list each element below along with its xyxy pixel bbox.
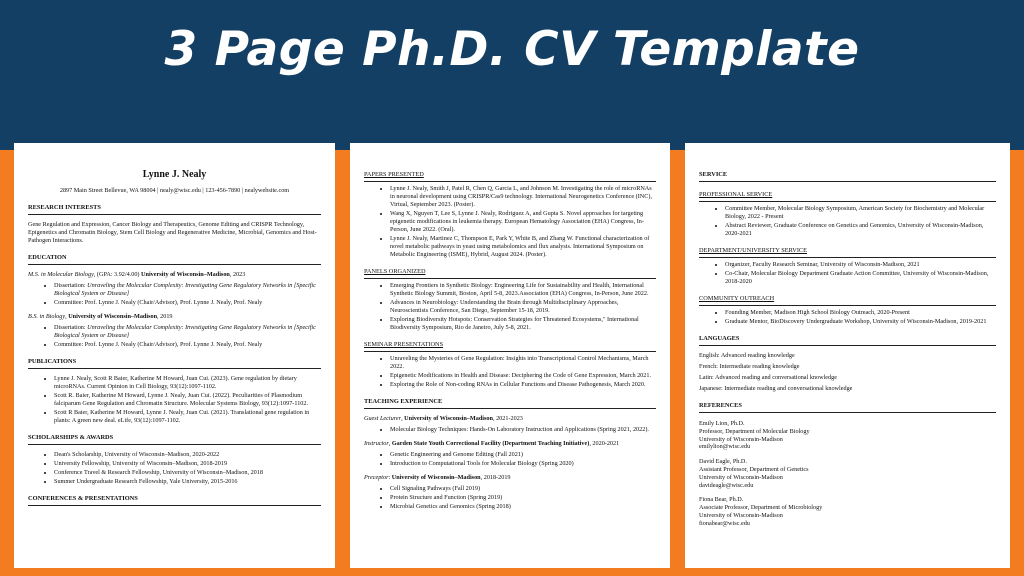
list-item: • Lynne J. Nealy, Martinez C, Thompson E, Park Y, White B, and Zhang W. Functional characterization of novel metabolic pathways in yeast using metabolomics and flux analysis. International Symposium on Metabolic Engineering (ISME), Hybrid, August 2024. (Poster). xyxy=(390,235,656,259)
teaching-courses xyxy=(364,451,656,468)
list-item: • Protein Structure and Function (Spring 2019) xyxy=(390,494,656,502)
community-outreach-list xyxy=(699,309,996,326)
conferences-heading: CONFERENCES & PRESENTATIONS xyxy=(28,495,321,506)
list-item: • Dean's Scholarship, University of Wisconsin–Madison, 2020-2022 xyxy=(54,451,321,459)
teaching-role-line: Instructor, Garden State Youth Correctional Facility (Department Teaching Initiative), 2020-2021 xyxy=(364,440,620,447)
list-item: • University Fellowship, University of Wisconsin–Madison, 2018-2019 xyxy=(54,460,321,468)
list-item: • Summer Undergraduate Research Fellowship, Yale University, 2015-2016 xyxy=(54,478,321,486)
publications-heading: PUBLICATIONS xyxy=(28,358,321,369)
list-item: • Abstract Reviewer, Graduate Conference on Genetics and Genomics, University of Wisconsin-Madison, 2020-2021 xyxy=(725,222,996,238)
teaching-role-line: Preceptor: University of Wisconsin–Madison, 2018-2019 xyxy=(364,474,511,481)
department-service-heading: DEPARTMENT/UNIVERSITY SERVICE xyxy=(699,247,996,258)
education-details xyxy=(28,324,321,349)
research-interests-text: Gene Regulation and Expression, Cancer Biology and Therapeutics, Genome Editing and CRISPR Technology, Epigenetics and Chromatin Biology, Stem Cell Biology and Regenerative Medicine, Microbial, Genomics and Host-Pathogen Interactions. xyxy=(28,221,317,244)
references-heading: REFERENCES xyxy=(699,402,996,413)
list-item: • Committee: Prof. Lynne J. Nealy (Chair/Advisor), Prof. Lynne J. Nealy, Prof. Nealy xyxy=(54,341,321,349)
list-item: • Epigenetic Modifications in Health and Disease: Deciphering the Code of Gene Expression, March 2021. xyxy=(390,372,656,380)
education-degree-line: B.S. in Biology, University of Wisconsin–Madison, 2019 xyxy=(28,313,173,320)
list-item: • Emerging Frontiers in Synthetic Biology: Engineering Life for Sustainability and Health, International Synthetic Biology Summit, Boston, April 5-8, 2023.Association (EHA) Congress, In-Person, June 2022. xyxy=(390,282,656,298)
reference-name: Emily Lion, Ph.D. xyxy=(699,420,745,427)
professional-service-heading: PROFESSIONAL SERVICE xyxy=(699,191,996,202)
papers-heading: PAPERS PRESENTED xyxy=(364,171,656,182)
teaching-heading: TEACHING EXPERIENCE xyxy=(364,398,656,409)
reference-entry xyxy=(699,420,996,451)
language-item: French: Intermediate reading knowledge xyxy=(699,363,800,370)
reference-org: University of Wisconsin-Madison xyxy=(699,435,783,443)
teaching-courses xyxy=(364,485,656,511)
teaching-entry xyxy=(364,440,656,468)
scholarships-list xyxy=(28,451,321,486)
languages-list xyxy=(699,352,996,393)
cv-page-3 xyxy=(685,143,1010,568)
language-item: Latin: Advanced reading and conversational knowledge xyxy=(699,374,837,381)
reference-org: University of Wisconsin-Madison xyxy=(699,473,783,481)
scholarships-heading: SCHOLARSHIPS & AWARDS xyxy=(28,434,321,445)
list-item: • Microbial Genetics and Genomics (Spring 2018) xyxy=(390,503,656,511)
education-entry xyxy=(28,271,321,307)
reference-org: University of Wisconsin-Madison xyxy=(699,511,783,519)
cv-page-1 xyxy=(14,143,335,568)
list-item: • Lynne J. Nealy, Scott R Baier, Katherine M Howard, Juan Cui. (2023). Gene regulation by dietary microRNAs. Current Opinion in Cell Biology, 93(12):1097-1102. xyxy=(54,375,321,391)
service-heading: SERVICE xyxy=(699,171,996,182)
language-item: Japanese: Intermediate reading and conversational knowledge xyxy=(699,385,853,392)
reference-name: Fiona Bear, Ph.D. xyxy=(699,496,744,504)
reference-title: Professor, Department of Molecular Biology xyxy=(699,427,810,435)
research-interests-heading: RESEARCH INTERESTS xyxy=(28,204,321,215)
list-item: • Committee: Prof. Lynne J. Nealy (Chair/Advisor), Prof. Lynne J. Nealy, Prof. Nealy xyxy=(54,299,321,307)
professional-service-list xyxy=(699,205,996,238)
list-item: • Organizer, Faculty Research Seminar, University of Wisconsin-Madison, 2021 xyxy=(725,261,996,269)
list-item: • Introduction to Computational Tools for Molecular Biology (Spring 2020) xyxy=(390,460,656,468)
list-item: • Lynne J. Nealy, Smith J, Patel R, Chen Q, Garcia L, and Johnson M. Investigating the role of microRNAs in neuronal development using CRISPR/Cas9 technology. International Neurogenetics Conference (INC), Virtual, September 2023. (Poster). xyxy=(390,185,656,209)
cv-contact: 2897 Main Street Bellevue, WA 98004 | nealy@wisc.edu | 123-456-7890 | nealywebsite.com xyxy=(59,187,290,194)
education-heading: EDUCATION xyxy=(28,254,321,265)
list-item: • Scott R. Baier, Katherine M Howard, Lynne J. Nealy, Juan Cui. (2022). Peculiarities of Plasmodium falciparum Gene Regulation and Chromatin Structure. Molecular Systems Biology, 93(12):1097-1102. xyxy=(54,392,321,408)
reference-email: davideagle@wisc.edu xyxy=(699,481,754,489)
list-item: • Genetic Engineering and Genome Editing (Fall 2021) xyxy=(390,451,656,459)
reference-email: fionabear@wisc.edu xyxy=(699,519,750,527)
department-service-list xyxy=(699,261,996,286)
reference-name: David Eagle, Ph.D. xyxy=(699,458,747,466)
reference-title: Assistant Professor, Department of Genetics xyxy=(699,465,809,473)
list-item: • Graduate Mentor, BioDiscovery Undergraduate Workshop, University of Wisconsin-Madison, 2019-2021 xyxy=(725,318,996,326)
reference-title: Associate Professor, Department of Microbiology xyxy=(699,504,823,512)
cv-page-2 xyxy=(350,143,670,568)
panels-heading: PANELS ORGANIZED xyxy=(364,268,656,279)
list-item: • Molecular Biology Techniques: Hands-On Laboratory Instruction and Applications (Spring 2021, 2022). xyxy=(390,426,656,434)
education-entry xyxy=(28,313,321,349)
seminars-heading: SEMINAR PRESENTATIONS xyxy=(364,341,656,352)
teaching-role-line: Guest Lecturer, University of Wisconsin–Madison, 2021-2023 xyxy=(364,415,523,422)
education-degree-line: M.S. in Molecular Biology, (GPA: 3.92/4.00) University of Wisconsin–Madison, 2023 xyxy=(28,271,246,278)
list-item: • Committee Member, Molecular Biology Symposium, American Society for Biochemistry and Molecular Biology, 2022 - Present xyxy=(725,205,996,221)
list-item: • Dissertation: Unraveling the Molecular Complexity: Investigating Gene Regulatory Networks in [Specific Biological System or Disease] xyxy=(54,324,321,340)
teaching-courses xyxy=(364,426,656,434)
publications-list xyxy=(28,375,321,425)
education-details xyxy=(28,282,321,307)
list-item: • Scott R Baier, Katherine M Howard, Lynne J. Nealy, Juan Cui. (2021). Translational gene regulation in plants: A green new deal. eLife, 93(12):1097-1102. xyxy=(54,409,321,425)
list-item: • Conference Travel & Research Fellowship, University of Wisconsin–Madison, 2018 xyxy=(54,469,321,477)
list-item: • Advances in Neurobiology: Understanding the Brain through Multidisciplinary Approaches, Neuroscientists Conference, San Diego, September 15-18, 2019. xyxy=(390,299,656,315)
reference-entry xyxy=(699,458,996,489)
list-item: • Exploring the Role of Non-coding RNAs in Cellular Functions and Disease Pathogenesis, March 2020. xyxy=(390,381,656,389)
cv-name: Lynne J. Nealy xyxy=(142,169,207,180)
banner-title: 3 Page Ph.D. CV Template xyxy=(164,22,860,77)
teaching-entry xyxy=(364,415,656,434)
list-item: • Exploring Biodiversity Hotspots: Conservation Strategies for Threatened Ecosystems," International Biodiversity Symposium, Rio de Janeiro, July 5-8, 2021. xyxy=(390,316,656,332)
papers-list xyxy=(364,185,656,259)
language-item: English: Advanced reading knowledge xyxy=(699,352,795,359)
list-item: • Dissertation: Unraveling the Molecular Complexity: Investigating Gene Regulatory Networks in [Specific Biological System or Disease] xyxy=(54,282,321,298)
reference-entry xyxy=(699,496,996,527)
panels-list xyxy=(364,282,656,332)
list-item: • Wang X, Nguyen T, Lee S, Lynne J. Nealy, Rodriguez A, and Gupta S. Novel approaches for targeting epigenetic modifications in leukemia therapy. European Hematology Association (EHA) Congress, In-Person, June 2022. (Oral). xyxy=(390,210,656,234)
languages-heading: LANGUAGES xyxy=(699,335,996,346)
list-item: • Unraveling the Mysteries of Gene Regulation: Insights into Transcriptional Control Mechanisms, March 2022. xyxy=(390,355,656,371)
teaching-entry xyxy=(364,474,656,511)
seminars-list xyxy=(364,355,656,389)
community-outreach-heading: COMMUNITY OUTREACH xyxy=(699,295,996,306)
list-item: • Founding Member, Madison High School Biology Outreach, 2020-Present xyxy=(725,309,996,317)
list-item: • Co-Chair, Molecular Biology Department Graduate Action Committee, University of Wisconsin-Madison, 2018-2020 xyxy=(725,270,996,286)
list-item: • Cell Signaling Pathways (Fall 2019) xyxy=(390,485,656,493)
reference-email: emilylion@wisc.edu xyxy=(699,443,751,451)
